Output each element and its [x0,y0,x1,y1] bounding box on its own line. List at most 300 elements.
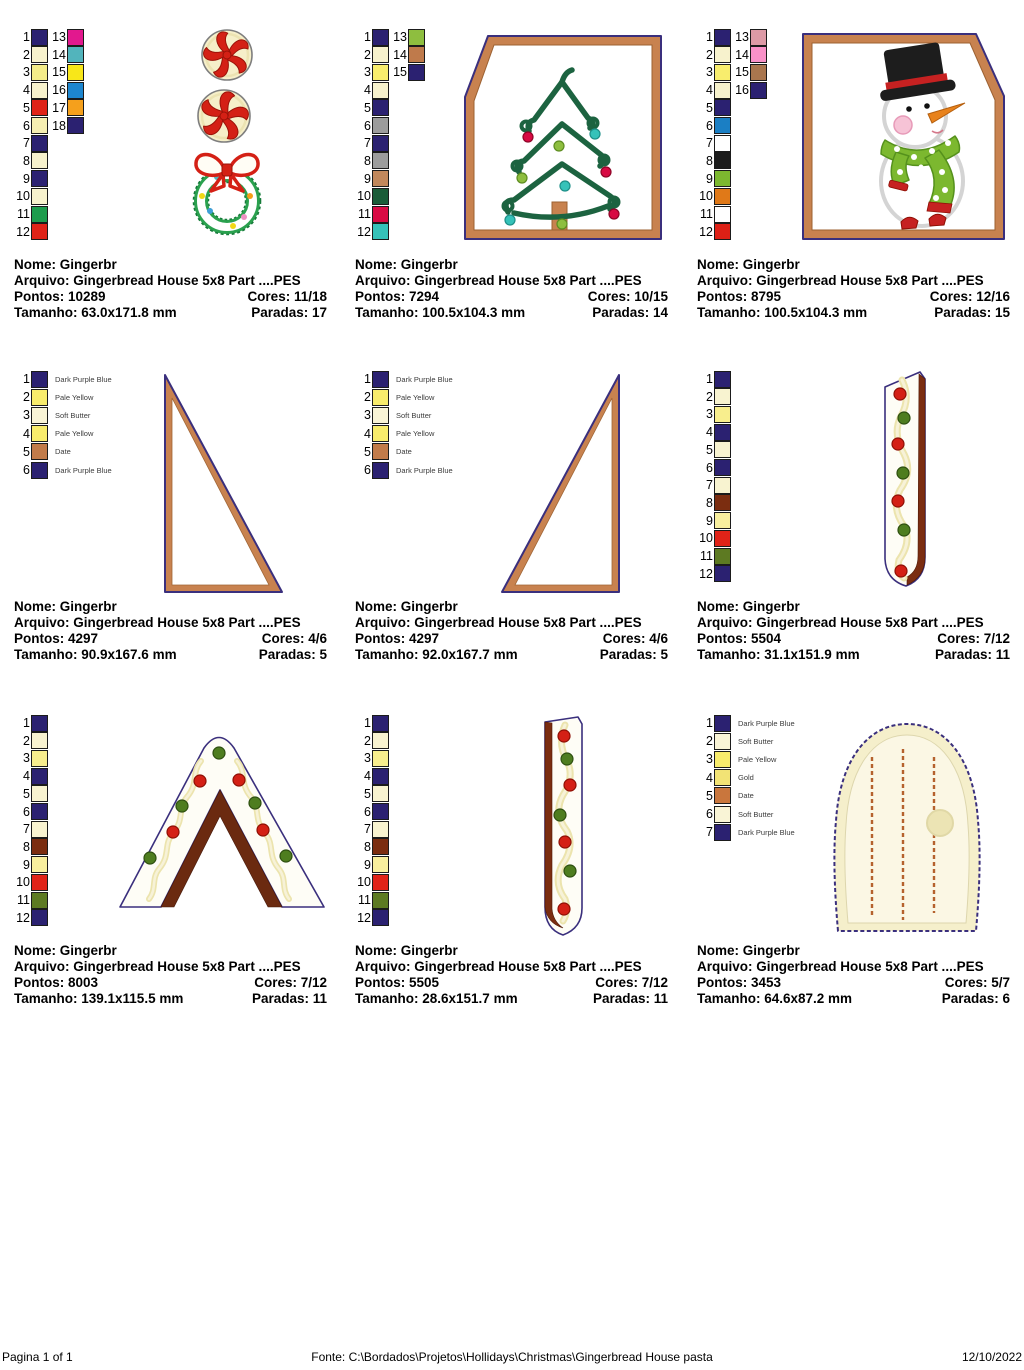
palette-number: 8 [23,839,30,854]
palette-entry [14,135,48,151]
info-nome: Nome: Gingerbr [697,943,800,958]
palette-swatch [714,46,731,63]
palette-entry [697,29,731,45]
palette-number: 10 [16,189,30,204]
info-pontos: Pontos: 4297 [355,631,440,646]
palette-entry [355,892,389,908]
palette-swatch [714,29,731,46]
palette-number: 13 [393,30,407,44]
palette-entry [355,82,389,98]
palette-number: 1 [706,716,713,730]
info-pontos: Pontos: 8003 [14,975,99,990]
palette-entry [14,715,48,731]
palette-number: 2 [364,47,371,62]
palette-number: 12 [357,224,371,239]
palette-color-label: Pale Yellow [738,754,777,764]
palette-swatch [372,64,389,81]
palette-entry [355,804,389,820]
palette-swatch [31,407,48,424]
palette-entry [697,770,754,786]
palette-entry [50,82,84,98]
palette-swatch [31,117,48,134]
palette-swatch [372,838,389,855]
design-entry-1 [0,0,341,343]
palette-number: 12 [699,224,713,239]
palette-number: 6 [364,118,371,133]
palette-swatch [67,82,84,99]
palette-swatch [31,188,48,205]
info-paradas: Paradas: 15 [934,305,1010,320]
palette-number: 8 [364,839,371,854]
palette-swatch [714,223,731,240]
palette-entry [697,442,731,458]
palette-entry [355,444,412,460]
design-entry-4 [0,342,341,685]
palette-swatch [67,46,84,63]
info-arquivo: Arquivo: Gingerbread House 5x8 Part ....PES [14,273,301,288]
design-info [14,257,327,321]
palette-swatch [31,425,48,442]
info-arquivo: Arquivo: Gingerbread House 5x8 Part ....PES [697,959,984,974]
palette-number: 3 [706,65,713,80]
palette-swatch [372,892,389,909]
palette-number: 7 [706,825,713,840]
info-pontos: Pontos: 4297 [14,631,99,646]
info-tamanho: Tamanho: 100.5x104.3 mm [355,305,526,320]
palette-number: 4 [23,769,30,784]
info-tamanho: Tamanho: 64.6x87.2 mm [697,991,853,1006]
palette-swatch [714,494,731,511]
palette-swatch [372,909,389,926]
info-nome: Nome: Gingerbr [697,599,800,614]
palette-entry [697,135,731,151]
palette-entry [697,513,731,529]
palette-entry [697,153,731,169]
palette-number: 16 [52,83,66,98]
info-paradas: Paradas: 6 [941,991,1010,1006]
design-entry-7 [0,686,341,1029]
palette-number: 9 [23,171,30,186]
palette-number: 10 [357,189,371,204]
palette-swatch [31,46,48,63]
design-triangle-left-thumbnail [157,368,287,598]
palette-swatch [714,441,731,458]
design-arched-door-thumbnail [822,713,992,935]
palette-entry [14,47,48,63]
design-info [697,943,1010,1007]
palette-number: 2 [706,47,713,62]
palette-entry [50,29,84,45]
palette-entry [697,100,731,116]
palette-entry [14,874,48,890]
palette-swatch [372,82,389,99]
info-arquivo: Arquivo: Gingerbread House 5x8 Part ....PES [14,615,301,630]
palette-swatch [372,29,389,46]
palette-number: 3 [706,752,713,767]
palette-entry [355,839,389,855]
palette-number: 1 [23,716,30,730]
palette-entry [14,82,48,98]
palette-swatch [31,29,48,46]
palette-number: 5 [364,100,371,115]
palette-number: 9 [706,513,713,528]
palette-swatch [714,548,731,565]
palette-swatch [31,892,48,909]
palette-color-label: Dark Purple Blue [396,465,453,475]
palette-entry [14,29,48,45]
palette-number: 12 [357,910,371,925]
info-arquivo: Arquivo: Gingerbread House 5x8 Part ....PES [355,615,642,630]
palette-entry [355,206,389,222]
design-entry-6 [683,342,1024,685]
palette-entry [697,788,754,804]
palette-swatch [714,787,731,804]
palette-swatch [372,732,389,749]
palette-swatch [714,64,731,81]
info-arquivo: Arquivo: Gingerbread House 5x8 Part ....PES [355,273,642,288]
palette-entry [697,64,731,80]
palette-entry [697,47,731,63]
palette-entry [697,224,731,240]
palette-entry [50,64,84,80]
palette-swatch [31,443,48,460]
palette-entry [14,768,48,784]
palette-entry [14,407,90,423]
palette-swatch [31,135,48,152]
palette-color-label: Pale Yellow [55,429,94,439]
palette-swatch [31,856,48,873]
info-cores: Cores: 5/7 [944,975,1010,990]
info-arquivo: Arquivo: Gingerbread House 5x8 Part ....PES [14,959,301,974]
palette-swatch [372,462,389,479]
design-entry-2 [341,0,682,343]
palette-swatch [750,29,767,46]
palette-color-label: Dark Purple Blue [55,374,112,384]
palette-swatch [408,64,425,81]
design-entry-9 [683,686,1024,1029]
info-tamanho: Tamanho: 90.9x167.6 mm [14,647,177,662]
palette-number: 4 [364,83,371,98]
palette-swatch [714,371,731,388]
palette-entry [50,100,84,116]
info-nome: Nome: Gingerbr [14,943,117,958]
palette-swatch [31,462,48,479]
palette-entry [391,64,425,80]
palette-swatch [750,64,767,81]
palette-swatch [714,769,731,786]
palette-number: 14 [393,47,407,62]
palette-number: 8 [23,153,30,168]
palette-entry [14,224,48,240]
palette-number: 3 [364,751,371,766]
palette-color-label: Pale Yellow [55,392,94,402]
palette-entry [697,566,731,582]
palette-entry [733,64,767,80]
palette-entry [355,371,453,387]
palette-number: 15 [735,65,749,80]
palette-number: 13 [735,30,749,44]
palette-entry [14,100,48,116]
palette-entry [733,47,767,63]
palette-swatch [408,46,425,63]
palette-color-label: Soft Butter [738,809,774,819]
palette-entry [697,406,731,422]
palette-swatch [372,152,389,169]
palette-number: 4 [706,425,713,440]
palette-number: 5 [364,444,371,459]
palette-number: 5 [23,444,30,459]
info-pontos: Pontos: 8795 [697,289,782,304]
palette-swatch [714,751,731,768]
design-info [697,599,1010,663]
info-paradas: Paradas: 11 [251,991,327,1006]
palette-number: 10 [357,875,371,890]
palette-swatch [31,206,48,223]
footer-source-path: Fonte: C:\Bordados\Projetos\Hollidays\Christmas\Gingerbread House pasta [311,1350,713,1364]
info-paradas: Paradas: 11 [592,991,668,1006]
palette-swatch [31,371,48,388]
palette-entry [14,153,48,169]
palette-entry [355,153,389,169]
palette-swatch [31,152,48,169]
palette-number: 9 [364,171,371,186]
palette-number: 2 [23,733,30,748]
design-info [14,943,327,1007]
palette-number: 6 [23,118,30,133]
info-paradas: Paradas: 17 [251,305,327,320]
palette-number: 7 [364,136,371,151]
palette-number: 6 [23,804,30,819]
design-tree-panel-thumbnail [462,34,664,242]
palette-number: 18 [52,118,66,133]
palette-entry [14,444,71,460]
palette-number: 6 [706,460,713,475]
palette-swatch [714,99,731,116]
palette-swatch [372,821,389,838]
palette-swatch [750,46,767,63]
palette-color-label: Date [55,447,71,457]
palette-number: 15 [52,65,66,80]
design-info [697,257,1010,321]
info-nome: Nome: Gingerbr [697,257,800,272]
info-cores: Cores: 7/12 [254,975,327,990]
palette-number: 5 [706,100,713,115]
info-nome: Nome: Gingerbr [14,599,117,614]
palette-entry [14,206,48,222]
info-tamanho: Tamanho: 63.0x171.8 mm [14,305,177,320]
palette-number: 5 [364,786,371,801]
design-entry-5 [341,342,682,685]
palette-swatch [714,135,731,152]
palette-swatch [714,477,731,494]
info-arquivo: Arquivo: Gingerbread House 5x8 Part ....PES [355,959,642,974]
design-icing-strip-right-thumbnail [876,366,932,596]
palette-entry [391,47,425,63]
info-pontos: Pontos: 10289 [14,289,106,304]
palette-entry [391,29,425,45]
palette-swatch [372,99,389,116]
palette-number: 13 [52,30,66,44]
palette-number: 1 [364,716,371,730]
palette-swatch [714,565,731,582]
palette-number: 4 [23,83,30,98]
palette-swatch [714,824,731,841]
palette-number: 1 [23,372,30,386]
palette-entry [50,47,84,63]
palette-entry [697,548,731,564]
palette-entry [355,786,389,802]
info-cores: Cores: 4/6 [261,631,327,646]
palette-number: 10 [699,531,713,546]
info-nome: Nome: Gingerbr [14,257,117,272]
palette-entry [697,171,731,187]
info-tamanho: Tamanho: 139.1x115.5 mm [14,991,184,1006]
palette-swatch [372,206,389,223]
info-cores: Cores: 7/12 [937,631,1010,646]
palette-entry [355,715,389,731]
palette-number: 7 [364,822,371,837]
palette-number: 6 [23,463,30,477]
info-paradas: Paradas: 14 [592,305,668,320]
palette-entry [355,874,389,890]
palette-swatch [714,733,731,750]
info-paradas: Paradas: 11 [934,647,1010,662]
palette-number: 6 [364,804,371,819]
design-info [355,257,668,321]
palette-number: 17 [52,100,66,115]
info-cores: Cores: 11/18 [247,289,327,304]
palette-entry [14,786,48,802]
palette-swatch [372,443,389,460]
design-entry-8 [341,686,682,1029]
palette-entry [14,733,48,749]
palette-swatch [31,223,48,240]
palette-swatch [714,170,731,187]
palette-swatch [714,206,731,223]
palette-swatch [714,117,731,134]
palette-number: 4 [706,770,713,785]
palette-number: 5 [706,788,713,803]
palette-number: 14 [735,47,749,62]
palette-number: 11 [17,207,30,221]
info-pontos: Pontos: 5505 [355,975,440,990]
palette-entry [697,460,731,476]
palette-number: 4 [706,83,713,98]
palette-number: 2 [364,733,371,748]
palette-swatch [750,82,767,99]
palette-entry [355,733,389,749]
palette-swatch [372,135,389,152]
palette-entry [355,64,389,80]
design-snowman-panel-thumbnail [801,32,1007,242]
palette-swatch [31,99,48,116]
palette-swatch [372,223,389,240]
palette-swatch [714,82,731,99]
palette-swatch [714,806,731,823]
palette-number: 3 [23,751,30,766]
info-tamanho: Tamanho: 28.6x151.7 mm [355,991,518,1006]
palette-entry [355,857,389,873]
palette-entry [697,495,731,511]
palette-number: 11 [17,893,30,907]
palette-swatch [372,389,389,406]
palette-number: 2 [706,734,713,749]
palette-entry [14,371,112,387]
palette-entry [355,910,389,926]
palette-entry [697,206,731,222]
palette-swatch [31,909,48,926]
palette-number: 1 [23,30,30,44]
palette-entry [355,821,389,837]
palette-number: 4 [364,769,371,784]
palette-swatch [31,82,48,99]
palette-entry [14,892,48,908]
palette-number: 7 [23,822,30,837]
info-pontos: Pontos: 7294 [355,289,440,304]
palette-number: 6 [706,807,713,821]
palette-entry [14,910,48,926]
palette-swatch [31,785,48,802]
info-cores: Cores: 7/12 [595,975,668,990]
palette-entry [697,477,731,493]
palette-swatch [714,424,731,441]
palette-swatch [372,785,389,802]
palette-swatch [714,388,731,405]
palette-entry [355,426,434,442]
palette-swatch [714,459,731,476]
palette-swatch [372,117,389,134]
palette-entry [14,188,48,204]
palette-entry [14,426,93,442]
palette-entry [14,839,48,855]
info-cores: Cores: 12/16 [929,289,1010,304]
palette-color-label: Date [396,447,412,457]
palette-color-label: Date [738,791,754,801]
palette-number: 3 [364,408,371,423]
design-peppermints-wreath-thumbnail [170,26,305,246]
palette-color-label: Dark Purple Blue [396,374,453,384]
palette-number: 15 [393,65,407,80]
palette-color-label: Pale Yellow [396,392,435,402]
info-cores: Cores: 10/15 [587,289,668,304]
design-info [355,599,668,663]
palette-swatch [372,803,389,820]
palette-swatch [31,838,48,855]
palette-swatch [31,732,48,749]
palette-entry [14,64,48,80]
design-info [355,943,668,1007]
palette-swatch [372,715,389,732]
palette-number: 4 [23,426,30,441]
palette-number: 7 [706,478,713,493]
palette-number: 1 [364,372,371,386]
palette-swatch [372,46,389,63]
palette-swatch [714,152,731,169]
palette-number: 11 [358,893,371,907]
info-paradas: Paradas: 5 [258,647,327,662]
palette-entry [355,768,389,784]
palette-swatch [31,803,48,820]
palette-number: 2 [364,390,371,405]
palette-swatch [372,856,389,873]
info-pontos: Pontos: 3453 [697,975,782,990]
palette-number: 7 [23,136,30,151]
palette-number: 12 [16,910,30,925]
info-tamanho: Tamanho: 92.0x167.7 mm [355,647,518,662]
palette-number: 14 [52,47,66,62]
palette-number: 5 [23,100,30,115]
info-nome: Nome: Gingerbr [355,943,458,958]
